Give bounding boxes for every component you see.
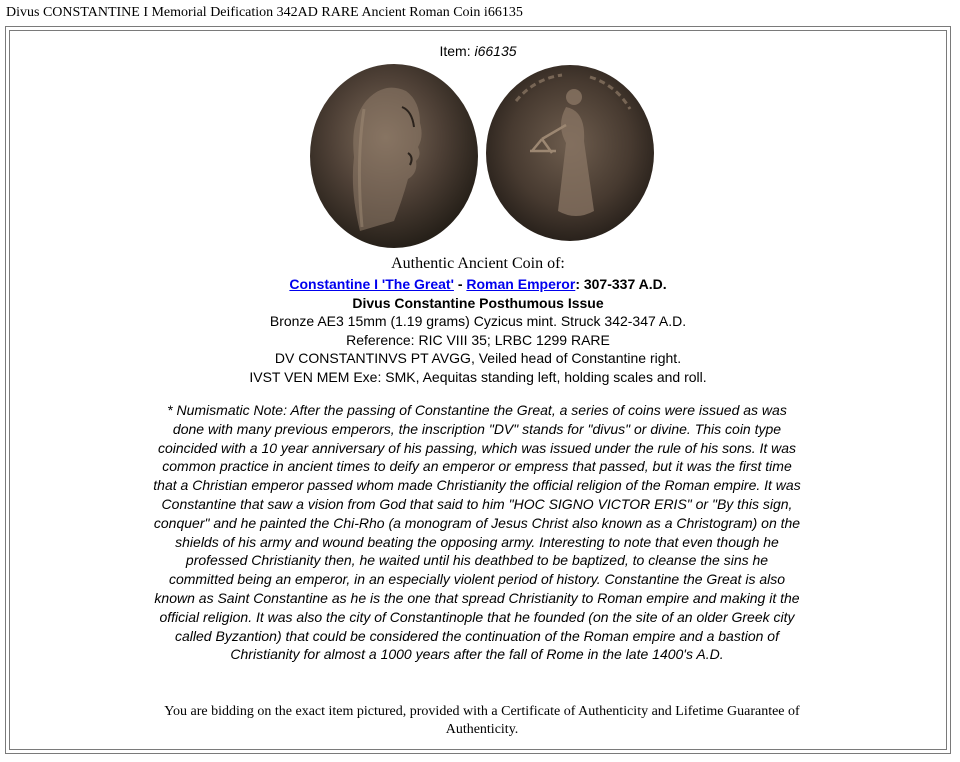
coin-photo	[304, 61, 659, 251]
listing-frame	[5, 26, 951, 754]
bidding-notice: You are bidding on the exact item pictured, provided with a Certificate of Authenticity and Lifetime Guarantee of Authenticity.	[164, 704, 800, 737]
ruler-name-link[interactable]: Constantine I 'The Great'	[289, 276, 454, 292]
item-label: Item:	[439, 43, 475, 59]
detail-line: Reference: RIC VIII 35; LRBC 1299 RARE	[346, 331, 610, 348]
coin-description	[6, 275, 950, 386]
page-title: Divus CONSTANTINE I Memorial Deification 342AD RARE Ancient Roman Coin i66135	[6, 5, 523, 20]
item-number: i66135	[474, 43, 517, 59]
authentic-heading: Authentic Ancient Coin of:	[391, 255, 565, 272]
detail-line: IVST VEN MEM Exe: SMK, Aequitas standing left, holding scales and roll.	[249, 368, 707, 385]
item-number-line	[6, 43, 950, 59]
ruler-title-link[interactable]: Roman Emperor	[466, 276, 576, 292]
issue-title: Divus Constantine Posthumous Issue	[352, 294, 604, 311]
ruler-dates: : 307-337 A.D.	[575, 276, 667, 292]
veiled-head-coin-icon	[310, 64, 478, 248]
ruler-separator: -	[453, 276, 467, 292]
standing-aequitas-coin-icon	[486, 65, 654, 241]
detail-line: Bronze AE3 15mm (1.19 grams) Cyzicus mint. Struck 342-347 A.D.	[269, 313, 687, 329]
ruler-line	[6, 275, 950, 294]
numismatic-note: * Numismatic Note: After the passing of Constantine the Great, a series of coins were issued as was done with many previous emperors, the inscription "DV" stands for "divus" or divine. This coin type coincided with a 10 year anniversary of his passing, which was issued under the rule of his sons. It was common practice in ancient times to deify an emperor or empress that passed, but it was the first time that a Christian emperor passed whom made Christianity the official religion of the Roman empire. It was Constantine that saw a vision from God that said to him "HOC SIGNO VICTOR ERIS" or "By this sign, conquer" and he painted the Chi-Rho (a monogram of Jesus Christ also known as a Christogram) on the shields of his army and wound beating the opposing army. Interesting to note that even though he professed Christianity then, he waited until his deathbed to be baptized, to cleanse the sins he committed being an emperor, in an especially violent period of history. Constantine the Great is also known as Saint Constantine as he is the one that spread Christianity to Roman empire and making it the official religion. It was also the city of Constantinople that he founded (on the site of an older Greek city called Byzantion) that could be considered the continuation of the Roman empire and a bastion of Christianity for almost a 1000 years after the fall of Rome in the late 1400's A.D.	[153, 402, 801, 663]
detail-line: DV CONSTANTINVS PT AVGG, Veiled head of Constantine right.	[274, 350, 682, 366]
